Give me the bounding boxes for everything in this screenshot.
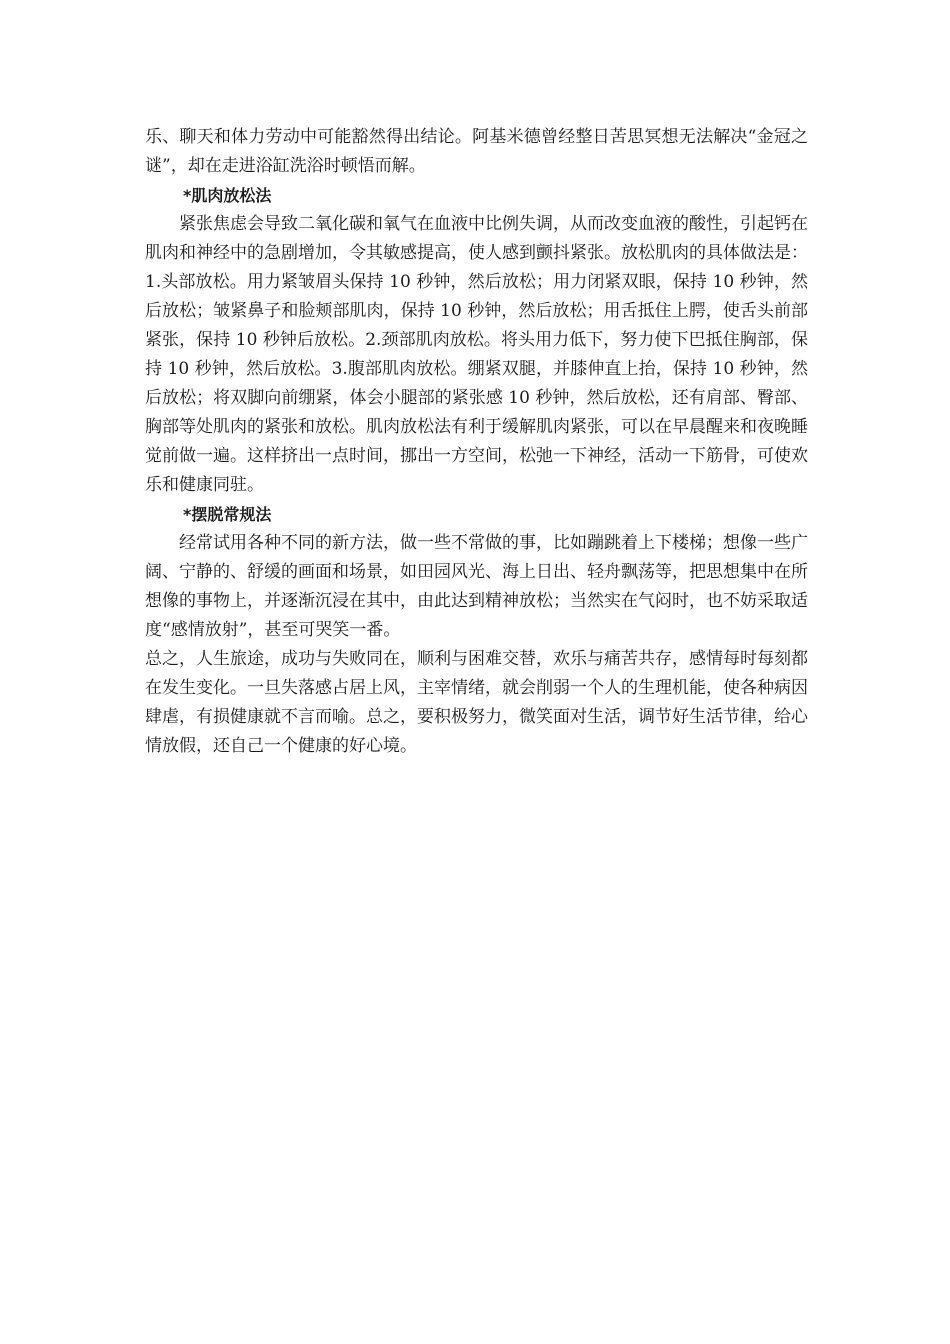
paragraph-break-routine: 经常试用各种不同的新方法，做一些不常做的事，比如蹦跳着上下楼梯；想像一些广阔、宁静的、舒缓的画面和场景，如田园风光、海上日出、轻舟飘荡等，把思想集中在所想像的事物上，并逐渐沉浸在其中，由此达到精神放松；当然实在气闷时，也不妨采取适度“感情放射”，甚至可哭笑一番。 — [145, 533, 808, 640]
document-body — [145, 123, 808, 761]
paragraph-muscle-relaxation: 紧张焦虑会导致二氧化碳和氧气在血液中比例失调，从而改变血液的酸性，引起钙在肌肉和神经中的急剧增加，令其敏感提高，使人感到颤抖紧张。放松肌肉的具体做法是：1.头部放松。用力紧皱眉头保持 10 秒钟，然后放松；用力闭紧双眼，保持 10 秒钟，然后放松；皱紧鼻子和脸颊部肌肉，保持 10 秒钟，然后放松；用舌抵住上腭，使舌头前部紧张，保持 10 秒钟后放松。2.颈部肌肉放松。将头用力低下，努力使下巴抵住胸部，保持 10 秒钟，然后放松。3.腹部肌肉放松。绷紧双腿，并膝伸直上抬，保持 10 秒钟，然后放松；将双脚向前绷紧，体会小腿部的紧张感 10 秒钟，然后放松，还有肩部、臀部、胸部等处肌肉的紧张和放松。肌肉放松法有利于缓解肌肉紧张，可以在早晨醒来和夜晚睡觉前做一遍。这样挤出一点时间，挪出一方空间，松弛一下神经，活动一下筋骨，可使欢乐和健康同驻。 — [145, 214, 808, 495]
section-heading-break-routine: *摆脱常规法 — [183, 505, 272, 524]
paragraph-conclusion: 总之，人生旅途，成功与失败同在，顺利与困难交替，欢乐与痛苦共存，感情每时每刻都在发生变化。一旦失落感占居上风，主宰情绪，就会削弱一个人的生理机能，使各种病因肆虐，有损健康就不言而喻。总之，要积极努力，微笑面对生活，调节好生活节律，给心情放假，还自己一个健康的好心境。 — [145, 649, 808, 756]
paragraph-intro-continuation: 乐、聊天和体力劳动中可能豁然得出结论。阿基米德曾经整日苦思冥想无法解决“金冠之谜”，却在走进浴缸洗浴时顿悟而解。 — [145, 127, 808, 176]
section-heading-muscle-relaxation: *肌肉放松法 — [183, 186, 272, 205]
